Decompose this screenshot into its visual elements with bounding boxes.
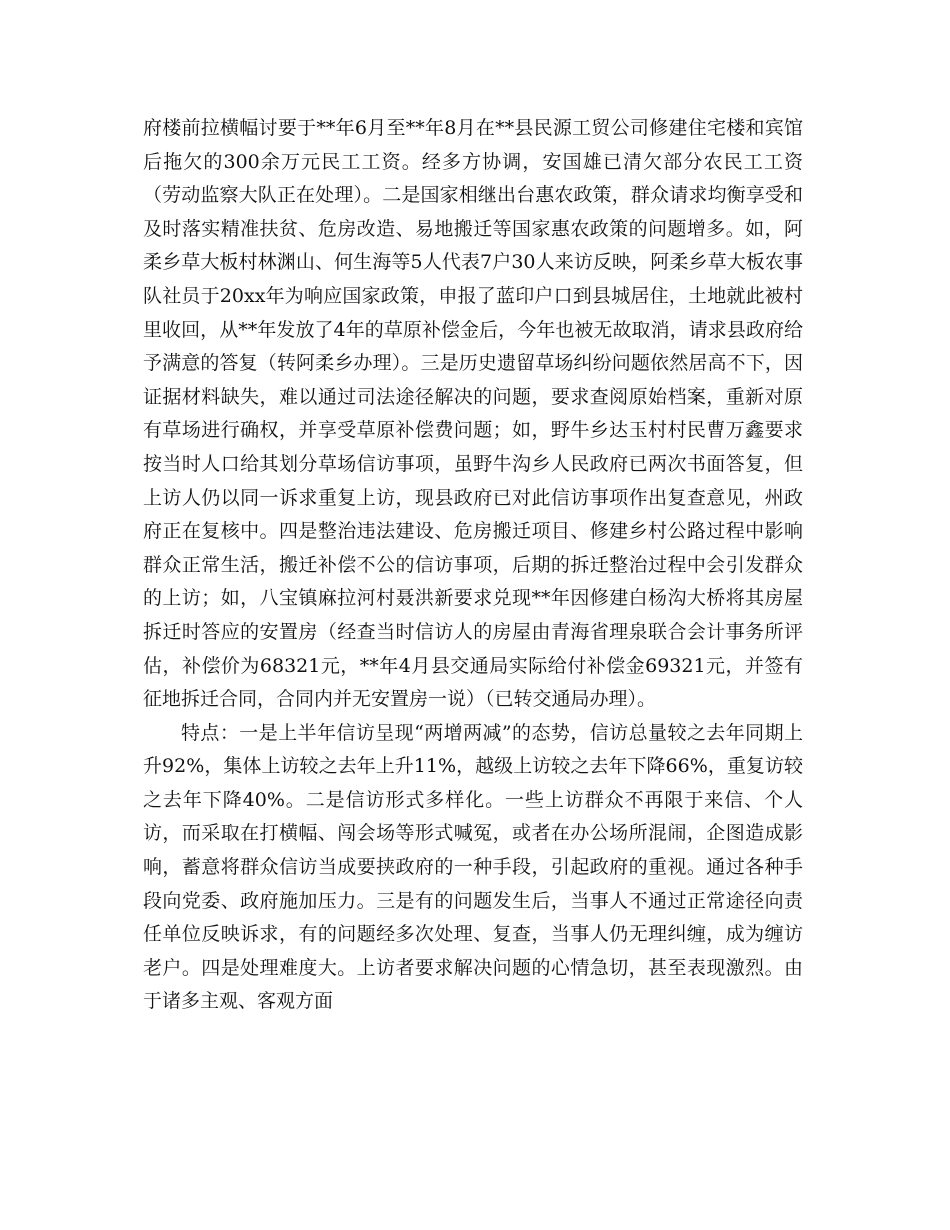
body-paragraph-2: 特点：一是上半年信访呈现“两增两减”的态势，信访总量较之去年同期上升92%，集体上访较之去年上升11%，越级上访较之去年下降66%，重复访较之去年下降40%。二是信访形式多样化。一些上访群众不再限于来信、个人访，而采取在打横幅、闯会场等形式喊冤，或者在办公场所混闹，企图造成影响，蓄意将群众信访当成要挟政府的一种手段，引起政府的重视。通过各种手段向党委、政府施加压力。三是有的问题发生后，当事人不通过正常途径向责任单位反映诉求，有的问题经多次处理、复查，当事人仍无理纠缠，成为缠访老户。四是处理难度大。上访者要求解决问题的心情急切，甚至表现激烈。由于诸多主观、客观方面 [143,721,803,1013]
document-page [143,112,803,1019]
body-paragraph-1: 府楼前拉横幅讨要于**年6月至**年8月在**县民源工贸公司修建住宅楼和宾馆后拖欠的300余万元民工工资。经多方协调，安国雄已清欠部分农民工工资（劳动监察大队正在处理）。二是国家相继出台惠农政策，群众请求均衡享受和及时落实精准扶贫、危房改造、易地搬迁等国家惠农政策的问题增多。如，阿柔乡草大板村林渊山、何生海等5人代表7户30人来访反映，阿柔乡草大板农事队社员于20xx年为响应国家政策，申报了蓝印户口到县城居住，土地就此被村里收回，从**年发放了4年的草原补偿金后，今年也被无故取消，请求县政府给予满意的答复（转阿柔乡办理）。三是历史遗留草场纠纷问题依然居高不下，因证据材料缺失，难以通过司法途径解决的问题，要求查阅原始档案，重新对原有草场进行确权，并享受草原补偿费问题；如，野牛乡达玉村村民曹万鑫要求按当时人口给其划分草场信访事项，虽野牛沟乡人民政府已两次书面答复，但上访人仍以同一诉求重复上访，现县政府已对此信访事项作出复查意见，州政府正在复核中。四是整治违法建设、危房搬迁项目、修建乡村公路过程中影响群众正常生活，搬迁补偿不公的信访事项，后期的拆迁整治过程中会引发群众的上访；如，八宝镇麻拉河村聂洪新要求兑现**年因修建白杨沟大桥将其房屋拆迁时答应的安置房（经查当时信访人的房屋由青海省理泉联合会计事务所评估，补偿价为68321元，**年4月县交通局实际给付补偿金69321元，并签有征地拆迁合同，合同内并无安置房一说）（已转交通局办理）。 [143,117,803,711]
